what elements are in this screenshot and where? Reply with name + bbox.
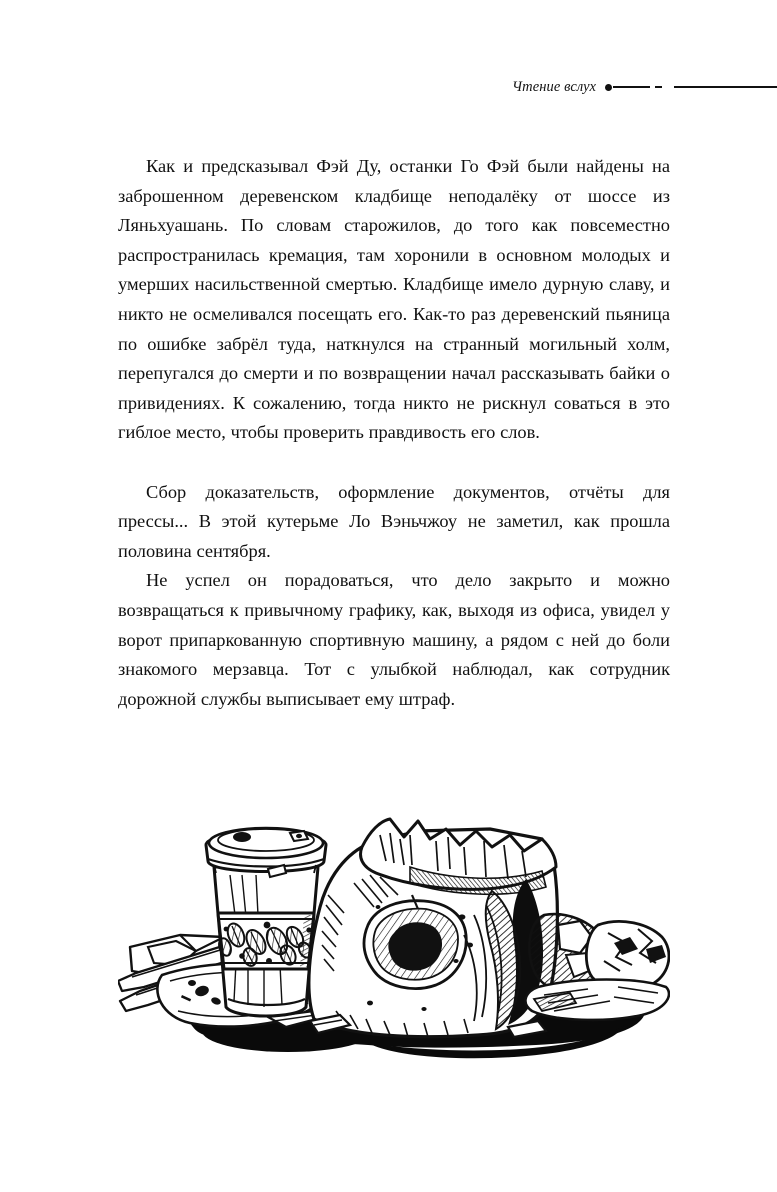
running-head-rule-ornament: [605, 84, 777, 91]
crumpled-wrappers-right: [525, 914, 669, 1020]
body-text-block: [118, 152, 670, 714]
rule-dash-tail: [674, 86, 777, 88]
body-paragraph: Не успел он порадоваться, что дело закрыто и можно возвращаться к привычному графику, как, выходя из офиса, увидел у ворот припаркованную спортивную машину, а рядом с ней до боли знакомого мерзавца. Тот с улыбкой наблюдал, как сотрудник дорожной службы выписывает ему штраф.: [118, 570, 670, 709]
illustration-artwork: [118, 795, 670, 1085]
rule-dot-icon: [605, 84, 612, 91]
running-head-title: Чтение вслух: [512, 78, 596, 95]
paper-bag: [309, 819, 558, 1037]
rule-dash-long: [613, 86, 650, 88]
running-head: [0, 74, 777, 100]
rule-dash-tiny: [655, 86, 662, 88]
chapter-illustration: [118, 795, 670, 1085]
body-paragraph: Сбор доказательств, оформление документов, отчёты для прессы... В этой кутерьме Ло Вэньчжоу не заметил, как прошла половина сентября.: [118, 481, 670, 561]
body-paragraph: Как и предсказывал Фэй Ду, останки Го Фэй были найдены на заброшенном деревенском кладбище неподалёку от шоссе из Ляньхуашань. По словам старожилов, до того как повсеместно распространилась кремация, там хоронили в основном молодых и умерших насильственной смертью. Кладбище имело дурную славу, и никто не осмеливался посещать его. Как-то раз деревенский пьяница по ошибке забрёл туда, наткнулся на странный могильный холм, перепугался до смерти и по возвращении начал рассказывать байки о привидениях. К сожалению, тогда никто не рискнул соваться в это гиблое место, чтобы проверить правдивость его слов.: [118, 156, 670, 443]
cup-lid: [206, 828, 326, 877]
